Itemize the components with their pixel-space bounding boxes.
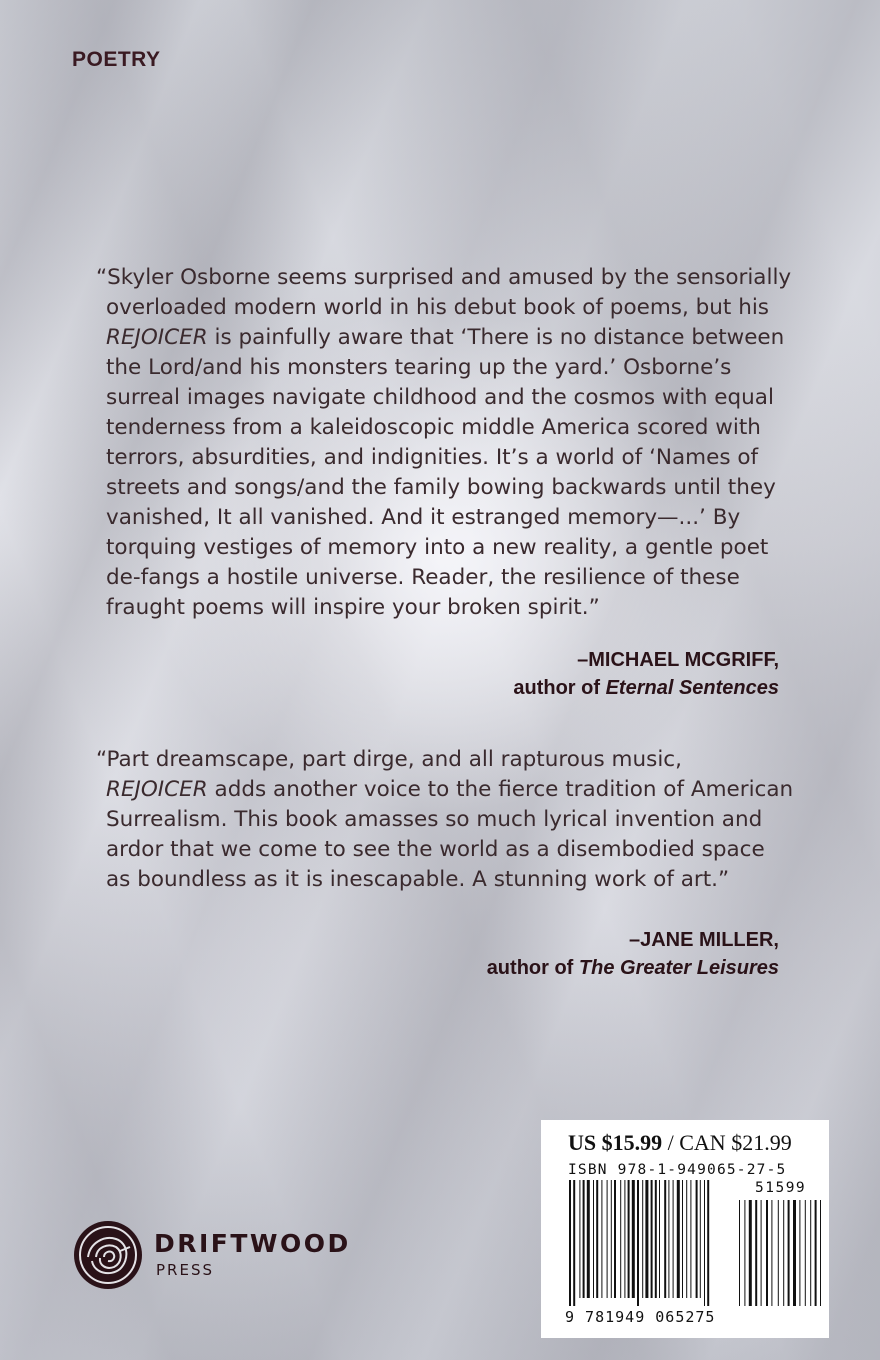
barcode-bar — [771, 1200, 772, 1306]
attribution-book: Eternal Sentences — [605, 677, 779, 699]
blurb-line: REJOICER is painfully aware that ‘There is no distance between — [106, 325, 785, 350]
book-title: REJOICER — [106, 325, 208, 350]
blurb-line: as boundless as it is inescapable. A stunning work of art.” — [106, 867, 730, 892]
barcode-bar — [611, 1180, 612, 1298]
blurb-line: fraught poems will inspire your broken spirit.” — [106, 595, 600, 620]
barcode-bar — [761, 1200, 762, 1306]
barcode-bar — [788, 1200, 790, 1306]
barcode-bar — [601, 1180, 602, 1298]
blurb-line: ardor that we come to see the world as a disembodied space — [106, 837, 765, 862]
barcode-bar — [624, 1180, 625, 1298]
blurb-line: streets and songs/and the family bowing backwards until they — [106, 475, 776, 500]
barcode-bar — [766, 1200, 768, 1306]
barcode-bar — [637, 1180, 639, 1306]
attribution-credit: author of The Greater Leisures — [486, 957, 779, 979]
attribution-book: The Greater Leisures — [578, 957, 779, 979]
barcode-bar — [573, 1180, 575, 1306]
barcode-bar — [645, 1180, 648, 1298]
barcode-bar — [673, 1180, 674, 1298]
blurb-2 — [96, 745, 793, 895]
barcode-bar — [805, 1200, 806, 1306]
barcode-bar — [682, 1180, 683, 1298]
barcode-bar — [700, 1180, 701, 1298]
barcode-bar — [628, 1180, 630, 1298]
tree-ring-icon — [70, 1217, 146, 1293]
barcode-bar — [799, 1200, 800, 1306]
barcode-bar — [739, 1200, 740, 1306]
barcode-box — [541, 1120, 829, 1338]
publisher-logo — [70, 1217, 351, 1297]
isbn-text: ISBN 978-1-949065-27-5 — [568, 1162, 787, 1178]
barcode-bar — [607, 1180, 608, 1298]
genre-label: POETRY — [72, 48, 161, 71]
blurb-line: torquing vestiges of memory into a new reality, a gentle poet — [106, 535, 769, 560]
barcode-bar — [815, 1200, 817, 1306]
addon-code: 51599 — [755, 1180, 807, 1196]
barcode-bar — [749, 1200, 752, 1306]
barcode-bar — [596, 1180, 598, 1298]
blurb-line: de-fangs a hostile universe. Reader, the resilience of these — [106, 565, 740, 590]
barcode-bar — [668, 1180, 669, 1298]
blurb-line: surreal images navigate childhood and the cosmos with equal — [106, 385, 774, 410]
blurb-1 — [96, 263, 791, 623]
attribution-credit: author of Eternal Sentences — [513, 677, 779, 699]
blurb-line: “Part dreamscape, part dirge, and all rapturous music, — [96, 747, 682, 772]
book-title: REJOICER — [106, 777, 208, 802]
barcode-bar — [583, 1180, 585, 1298]
barcode-bar — [810, 1200, 811, 1306]
barcode-bar — [593, 1180, 594, 1298]
barcode-bar — [686, 1180, 687, 1298]
barcode-bar — [744, 1200, 745, 1306]
barcode-bar — [820, 1200, 821, 1306]
blurb-line: vanished, It all vanished. And it estranged memory—...’ By — [106, 505, 741, 530]
barcode-bar — [642, 1180, 643, 1298]
barcode-bar — [569, 1180, 571, 1306]
barcode-bar — [579, 1180, 580, 1298]
blurb-line: Surrealism. This book amasses so much lyrical invention and — [106, 807, 763, 832]
blurb-line: REJOICER adds another voice to the fierce tradition of American — [106, 777, 794, 802]
barcode-bar — [632, 1180, 635, 1298]
blurb-line: tenderness from a kaleidoscopic middle America scored with — [106, 415, 761, 440]
barcode-digits: 9 781949 065275 — [565, 1308, 716, 1326]
publisher-name: DRIFTWOOD — [154, 1229, 351, 1258]
barcode-bar — [664, 1180, 666, 1298]
blurb-line: “Skyler Osborne seems surprised and amused by the sensorially — [96, 265, 792, 290]
blurb-line: the Lord/and his monsters tearing up the yard.’ Osborne’s — [106, 355, 732, 380]
barcode-bar — [707, 1180, 709, 1306]
barcode-bar — [677, 1180, 680, 1298]
barcode-bar — [783, 1200, 784, 1306]
barcode-bar — [659, 1180, 660, 1298]
barcode-bar — [704, 1180, 705, 1306]
barcode-bar — [755, 1200, 757, 1306]
price-label: US $15.99 / CAN $21.99 — [568, 1130, 792, 1155]
publisher-subtitle: PRESS — [156, 1261, 214, 1279]
barcode-bar — [620, 1180, 621, 1298]
barcode-bar — [614, 1180, 616, 1298]
barcode-icon — [563, 1180, 825, 1308]
blurb-line: terrors, absurdities, and indignities. It’s a world of ‘Names of — [106, 445, 759, 470]
barcode-bar — [690, 1180, 691, 1298]
barcode-bar — [778, 1200, 779, 1306]
barcode-bar — [651, 1180, 653, 1298]
barcode-bar — [793, 1200, 796, 1306]
attribution-2 — [487, 926, 779, 982]
attribution-1 — [513, 646, 779, 702]
barcode-bar — [587, 1180, 590, 1298]
barcode-bar — [696, 1180, 698, 1298]
blurb-line: overloaded modern world in his debut book of poems, but his — [106, 295, 769, 320]
attribution-name: –MICHAEL MCGRIFF, — [577, 649, 779, 671]
attribution-name: –JANE MILLER, — [628, 929, 779, 951]
barcode-bar — [655, 1180, 657, 1298]
